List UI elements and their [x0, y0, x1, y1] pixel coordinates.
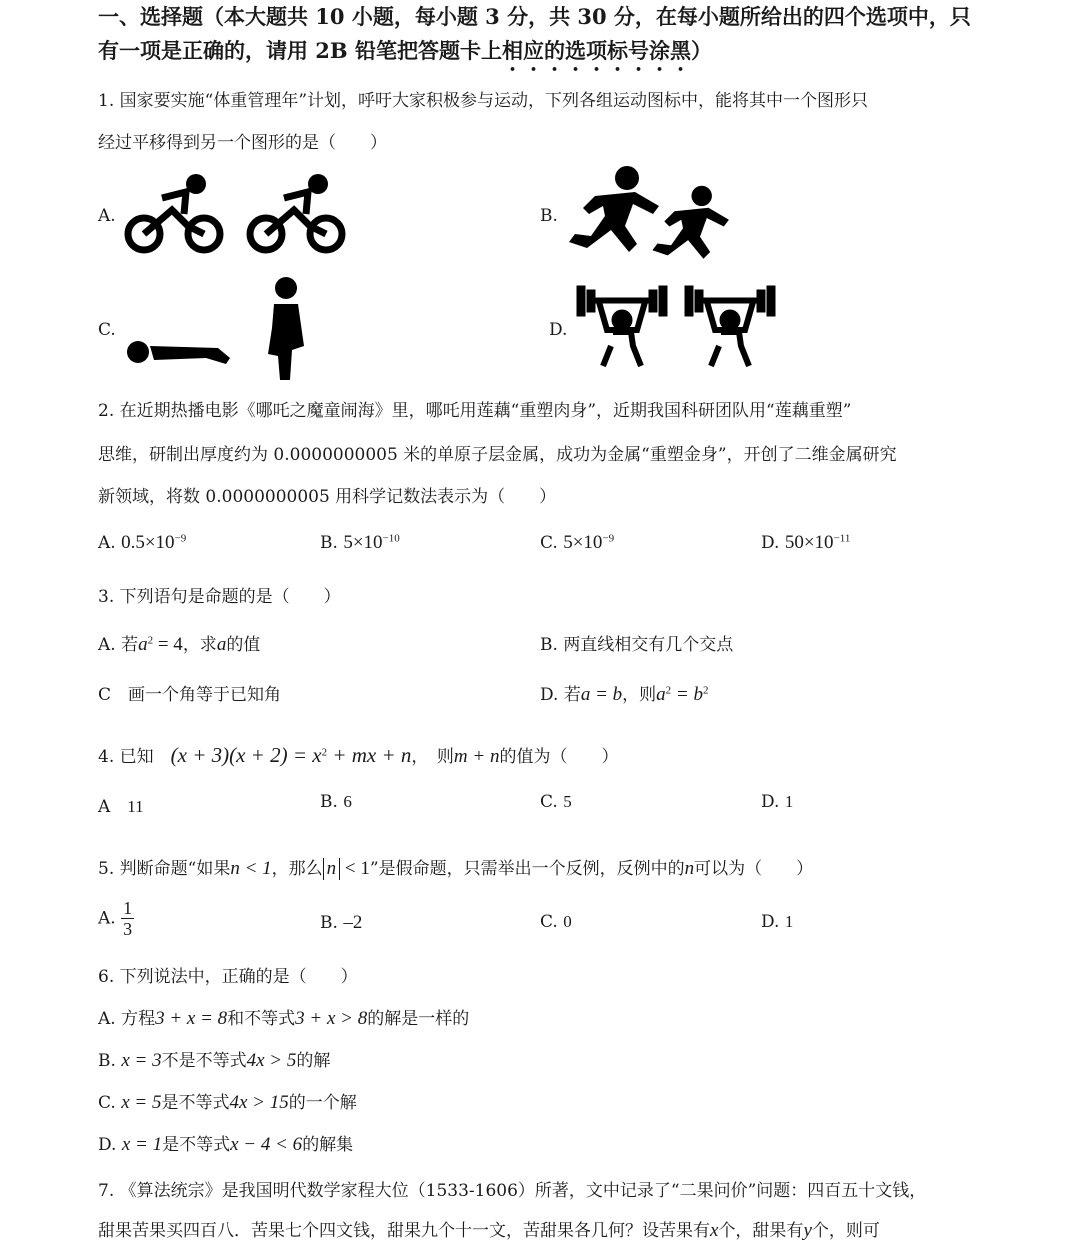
q6-stem: 6. 下列说法中，正确的是（ ）: [98, 967, 358, 987]
section-header-line2-pre: 有一项是正确的，请用 2B 铅笔把答题卡上: [98, 38, 502, 63]
weightlifter-icon: [685, 286, 775, 366]
pushup-icon: [127, 341, 230, 364]
q4-option-b: B. 6: [320, 792, 352, 812]
q5-stem: 5. 判断命题“如果n < 1，那么 n < 1”是假命题，只需举出一个反例，反例中的n可以为（ ）: [98, 858, 814, 879]
weightlifter-icon: [577, 286, 667, 366]
q1-stem-line2: 经过平移得到另一个图形的是（ ）: [98, 133, 387, 153]
runner-icon: [569, 166, 659, 252]
q3-option-b: B. 两直线相交有几个交点: [540, 635, 734, 655]
q2-option-a: A. $0.5\times 10^{-9}$: [98, 532, 187, 553]
q2-stem-line2: 思维，研制出厚度约为 0.0000000005 米的单原子层金属，成功为金属“重塑金身”，开创了二维金属研究: [98, 445, 897, 465]
q6-option-d: D. x = 1是不等式x − 4 < 6的解集: [98, 1134, 354, 1155]
q5-option-b: B. –2: [320, 912, 363, 933]
q2-option-b: B. $5\times 10^{-10}$: [320, 532, 400, 553]
q4-stem: 4. 已知 $(x + 3)(x + 2) = x^2$ + mx + n， 则m + n的值为（ ）: [98, 743, 619, 767]
q5-option-a: A. $\frac{1}{3}$: [98, 898, 133, 939]
q1-option-c-label: C.: [98, 320, 116, 340]
q1-stem-line1: 1. 国家要实施“体重管理年”计划，呼吁大家积极参与运动，下列各组运动图标中，能将其中一个图形只: [98, 91, 869, 111]
cyclist-icon: [128, 174, 220, 250]
q4-option-c: C. 5: [540, 792, 572, 812]
q1-option-b-label: B.: [540, 206, 558, 226]
q4-option-a: A 11: [98, 797, 144, 817]
q1-option-a-label: A.: [98, 206, 116, 226]
cyclist-icon: [250, 174, 342, 250]
standing-person-icon: [268, 277, 304, 380]
q4-option-d: D. 1: [761, 792, 794, 812]
q1-option-d-label: D.: [549, 320, 568, 340]
q5-option-c: C. 0: [540, 912, 572, 932]
section-header-line2-post: ）: [690, 38, 712, 63]
cycling-icons: [122, 170, 347, 256]
running-icons: [565, 164, 730, 266]
q2-stem-line1: 2. 在近期热播电影《哪吒之魔童闹海》里，哪吒用莲藕“重塑肉身”，近期我国科研团队用“莲藕重塑”: [98, 401, 852, 421]
q6-option-b: B. x = 3不是不等式4x > 5的解: [98, 1050, 331, 1071]
q7-stem-line2: 甜果苦果买四百八．苦果七个四文钱，甜果九个十一文，苦甜果各几何？设苦果有x个，甜果有y个，则可: [98, 1220, 880, 1241]
q5-option-d: D. 1: [761, 912, 794, 932]
q3-option-c: C 画一个角等于已知角: [98, 685, 282, 705]
q2-stem-line3: 新领域，将数 0.0000000005 用科学记数法表示为（ ）: [98, 487, 557, 507]
section-header-emphasis: 相应的选项标号涂黑: [501, 38, 691, 63]
q6-option-c: C. x = 5是不等式4x > 15的一个解: [98, 1092, 357, 1113]
weightlifting-icons: [575, 282, 780, 372]
section-header-line2: [98, 36, 712, 76]
runner-icon: [652, 186, 729, 259]
section-header-line1: 一、选择题（本大题共 10 小题，每小题 3 分，共 30 分，在每小题所给出的四个选项中，只: [98, 4, 971, 29]
pushup-standing-icons: [122, 276, 307, 386]
q2-option-d: D. $50\times 10^{-11}$: [761, 532, 851, 553]
q7-stem-line1: 7. 《算法统宗》是我国明代数学家程大位（1533-1606）所著，文中记录了“二果问价”问题：四百五十文钱，: [98, 1181, 927, 1201]
q3-option-a: A. 若$a^2 = 4$，求a的值: [98, 634, 261, 655]
q3-option-d: D. 若a = b，则$a^2 = b^2$: [540, 684, 709, 705]
q3-stem: 3. 下列语句是命题的是（ ）: [98, 587, 341, 607]
fraction-one-third: $\frac{1}{3}$: [123, 898, 133, 939]
q2-option-c: C. $5\times 10^{-9}$: [540, 532, 615, 553]
q6-option-a: A. 方程3 + x = 8和不等式3 + x > 8的解是一样的: [98, 1008, 470, 1029]
